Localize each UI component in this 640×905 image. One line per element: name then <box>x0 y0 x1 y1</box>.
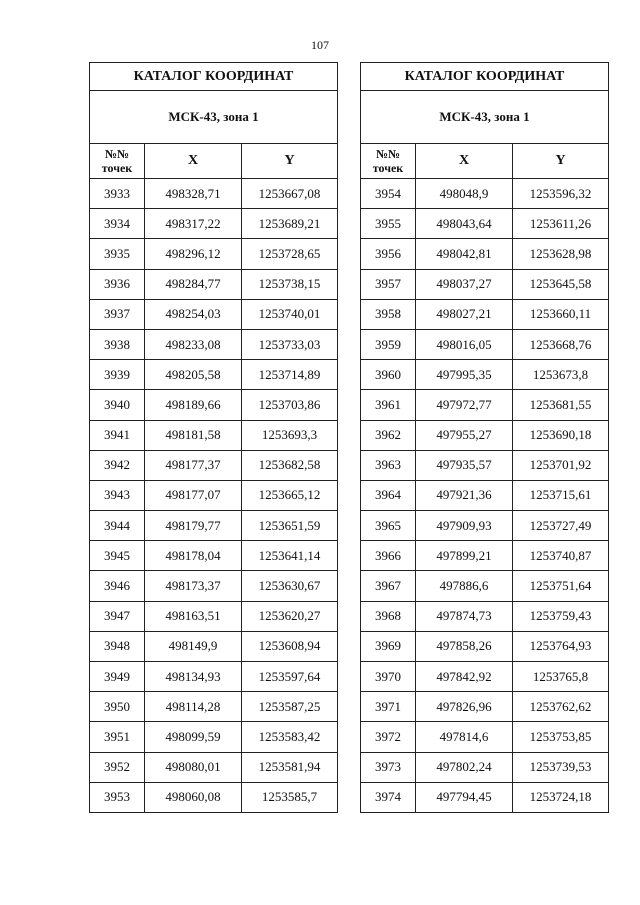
x-coordinate-cell: 497794,45 <box>416 782 513 812</box>
y-coordinate-cell: 1253673,8 <box>513 360 609 390</box>
table-row <box>90 631 338 661</box>
point-number-header-line1: №№ <box>375 147 401 161</box>
table-row <box>361 692 609 722</box>
x-coordinate-cell: 497858,26 <box>416 631 513 661</box>
table-row <box>361 541 609 571</box>
x-coordinate-cell: 497935,57 <box>416 450 513 480</box>
x-coordinate-cell: 498134,93 <box>145 662 242 692</box>
y-header: Y <box>513 144 609 179</box>
table-row <box>361 209 609 239</box>
table-row <box>90 360 338 390</box>
x-coordinate-cell: 498181,58 <box>145 420 242 450</box>
y-coordinate-cell: 1253693,3 <box>242 420 338 450</box>
table-row <box>90 179 338 209</box>
x-coordinate-cell: 498048,9 <box>416 179 513 209</box>
y-header: Y <box>242 144 338 179</box>
x-coordinate-cell: 498178,04 <box>145 541 242 571</box>
y-coordinate-cell: 1253620,27 <box>242 601 338 631</box>
x-coordinate-cell: 498037,27 <box>416 269 513 299</box>
x-coordinate-cell: 498177,07 <box>145 480 242 510</box>
table-row <box>361 782 609 812</box>
y-coordinate-cell: 1253597,64 <box>242 662 338 692</box>
x-coordinate-cell: 498296,12 <box>145 239 242 269</box>
y-coordinate-cell: 1253703,86 <box>242 390 338 420</box>
x-coordinate-cell: 497899,21 <box>416 541 513 571</box>
point-number-cell: 3946 <box>90 571 145 601</box>
point-number-cell: 3951 <box>90 722 145 752</box>
point-number-cell: 3966 <box>361 541 416 571</box>
x-coordinate-cell: 497955,27 <box>416 420 513 450</box>
coordinate-rows <box>90 179 338 813</box>
table-row <box>90 511 338 541</box>
table-row <box>90 269 338 299</box>
table-row <box>361 390 609 420</box>
point-number-cell: 3950 <box>90 692 145 722</box>
coordinate-system: МСК-43, зона 1 <box>90 91 338 144</box>
point-number-cell: 3952 <box>90 752 145 782</box>
point-number-cell: 3973 <box>361 752 416 782</box>
y-coordinate-cell: 1253739,53 <box>513 752 609 782</box>
y-coordinate-cell: 1253738,15 <box>242 269 338 299</box>
point-number-cell: 3954 <box>361 179 416 209</box>
table-row <box>90 450 338 480</box>
point-number-cell: 3948 <box>90 631 145 661</box>
point-number-cell: 3943 <box>90 480 145 510</box>
x-coordinate-cell: 497802,24 <box>416 752 513 782</box>
point-number-cell: 3960 <box>361 360 416 390</box>
table-row <box>361 269 609 299</box>
point-number-cell: 3971 <box>361 692 416 722</box>
y-coordinate-cell: 1253753,85 <box>513 722 609 752</box>
x-coordinate-cell: 497814,6 <box>416 722 513 752</box>
coordinate-rows <box>361 179 609 813</box>
table-row <box>361 329 609 359</box>
point-number-cell: 3967 <box>361 571 416 601</box>
point-number-cell: 3938 <box>90 329 145 359</box>
y-coordinate-cell: 1253681,55 <box>513 390 609 420</box>
table-row <box>90 571 338 601</box>
y-coordinate-cell: 1253740,01 <box>242 299 338 329</box>
y-coordinate-cell: 1253682,58 <box>242 450 338 480</box>
y-coordinate-cell: 1253651,59 <box>242 511 338 541</box>
table-row <box>361 752 609 782</box>
x-coordinate-cell: 498027,21 <box>416 299 513 329</box>
point-number-cell: 3962 <box>361 420 416 450</box>
x-coordinate-cell: 497972,77 <box>416 390 513 420</box>
y-coordinate-cell: 1253585,7 <box>242 782 338 812</box>
y-coordinate-cell: 1253660,11 <box>513 299 609 329</box>
point-number-cell: 3939 <box>90 360 145 390</box>
y-coordinate-cell: 1253668,76 <box>513 329 609 359</box>
y-coordinate-cell: 1253701,92 <box>513 450 609 480</box>
point-number-cell: 3963 <box>361 450 416 480</box>
table-row <box>90 662 338 692</box>
y-coordinate-cell: 1253690,18 <box>513 420 609 450</box>
point-number-cell: 3972 <box>361 722 416 752</box>
x-coordinate-cell: 498043,64 <box>416 209 513 239</box>
table-row <box>90 390 338 420</box>
y-coordinate-cell: 1253667,08 <box>242 179 338 209</box>
table-row <box>90 299 338 329</box>
point-number-cell: 3953 <box>90 782 145 812</box>
x-coordinate-cell: 497886,6 <box>416 571 513 601</box>
x-coordinate-cell: 497842,92 <box>416 662 513 692</box>
x-coordinate-cell: 497995,35 <box>416 360 513 390</box>
point-number-cell: 3944 <box>90 511 145 541</box>
table-row <box>90 480 338 510</box>
table-row <box>361 450 609 480</box>
table-row <box>90 722 338 752</box>
y-coordinate-cell: 1253596,32 <box>513 179 609 209</box>
point-number-cell: 3933 <box>90 179 145 209</box>
y-coordinate-cell: 1253759,43 <box>513 601 609 631</box>
point-number-cell: 3958 <box>361 299 416 329</box>
y-coordinate-cell: 1253641,14 <box>242 541 338 571</box>
point-number-cell: 3969 <box>361 631 416 661</box>
x-coordinate-cell: 498177,37 <box>145 450 242 480</box>
point-number-header <box>90 144 145 179</box>
point-number-cell: 3940 <box>90 390 145 420</box>
x-coordinate-cell: 498254,03 <box>145 299 242 329</box>
table-row <box>361 571 609 601</box>
y-coordinate-cell: 1253608,94 <box>242 631 338 661</box>
point-number-cell: 3935 <box>90 239 145 269</box>
catalog-title: КАТАЛОГ КООРДИНАТ <box>90 63 338 91</box>
y-coordinate-cell: 1253628,98 <box>513 239 609 269</box>
y-coordinate-cell: 1253764,93 <box>513 631 609 661</box>
table-row <box>90 692 338 722</box>
point-number-header-line1: №№ <box>104 147 130 161</box>
x-coordinate-cell: 497921,36 <box>416 480 513 510</box>
y-coordinate-cell: 1253583,42 <box>242 722 338 752</box>
point-number-cell: 3961 <box>361 390 416 420</box>
y-coordinate-cell: 1253714,89 <box>242 360 338 390</box>
table-row <box>361 662 609 692</box>
table-row <box>90 541 338 571</box>
x-coordinate-cell: 497874,73 <box>416 601 513 631</box>
x-coordinate-cell: 498163,51 <box>145 601 242 631</box>
x-coordinate-cell: 498205,58 <box>145 360 242 390</box>
y-coordinate-cell: 1253689,21 <box>242 209 338 239</box>
point-number-cell: 3934 <box>90 209 145 239</box>
x-coordinate-cell: 498173,37 <box>145 571 242 601</box>
table-row <box>90 752 338 782</box>
y-coordinate-cell: 1253611,26 <box>513 209 609 239</box>
y-coordinate-cell: 1253727,49 <box>513 511 609 541</box>
x-coordinate-cell: 498149,9 <box>145 631 242 661</box>
y-coordinate-cell: 1253645,58 <box>513 269 609 299</box>
x-coordinate-cell: 498042,81 <box>416 239 513 269</box>
point-number-cell: 3974 <box>361 782 416 812</box>
x-coordinate-cell: 498189,66 <box>145 390 242 420</box>
y-coordinate-cell: 1253724,18 <box>513 782 609 812</box>
x-coordinate-cell: 498284,77 <box>145 269 242 299</box>
point-number-cell: 3942 <box>90 450 145 480</box>
point-number-cell: 3965 <box>361 511 416 541</box>
point-number-header-line2: точек <box>372 161 404 175</box>
table-row <box>361 601 609 631</box>
y-coordinate-cell: 1253765,8 <box>513 662 609 692</box>
y-coordinate-cell: 1253630,67 <box>242 571 338 601</box>
table-row <box>361 179 609 209</box>
x-coordinate-cell: 498080,01 <box>145 752 242 782</box>
x-coordinate-cell: 498317,22 <box>145 209 242 239</box>
x-coordinate-cell: 497826,96 <box>416 692 513 722</box>
x-coordinate-cell: 497909,93 <box>416 511 513 541</box>
y-coordinate-cell: 1253587,25 <box>242 692 338 722</box>
table-row <box>90 209 338 239</box>
x-header: X <box>145 144 242 179</box>
point-number-cell: 3955 <box>361 209 416 239</box>
point-number-cell: 3968 <box>361 601 416 631</box>
point-number-cell: 3970 <box>361 662 416 692</box>
x-coordinate-cell: 498016,05 <box>416 329 513 359</box>
x-coordinate-cell: 498328,71 <box>145 179 242 209</box>
point-number-cell: 3949 <box>90 662 145 692</box>
point-number-cell: 3945 <box>90 541 145 571</box>
table-row <box>90 239 338 269</box>
table-row <box>361 722 609 752</box>
y-coordinate-cell: 1253740,87 <box>513 541 609 571</box>
table-row <box>361 239 609 269</box>
x-coordinate-cell: 498099,59 <box>145 722 242 752</box>
point-number-cell: 3964 <box>361 480 416 510</box>
table-row <box>361 480 609 510</box>
table-row <box>361 299 609 329</box>
point-number-header <box>361 144 416 179</box>
point-number-header-line2: точек <box>101 161 133 175</box>
table-row <box>361 360 609 390</box>
x-coordinate-cell: 498060,08 <box>145 782 242 812</box>
y-coordinate-cell: 1253751,64 <box>513 571 609 601</box>
y-coordinate-cell: 1253581,94 <box>242 752 338 782</box>
point-number-cell: 3959 <box>361 329 416 359</box>
point-number-cell: 3941 <box>90 420 145 450</box>
table-row <box>90 420 338 450</box>
table-row <box>361 511 609 541</box>
point-number-cell: 3936 <box>90 269 145 299</box>
coordinate-system: МСК-43, зона 1 <box>361 91 609 144</box>
point-number-cell: 3947 <box>90 601 145 631</box>
coordinate-catalog-left <box>89 62 338 813</box>
x-coordinate-cell: 498114,28 <box>145 692 242 722</box>
point-number-cell: 3957 <box>361 269 416 299</box>
coordinate-catalog-right <box>360 62 609 813</box>
table-row <box>90 601 338 631</box>
y-coordinate-cell: 1253728,65 <box>242 239 338 269</box>
catalog-title: КАТАЛОГ КООРДИНАТ <box>361 63 609 91</box>
table-row <box>90 329 338 359</box>
page-number: 107 <box>311 38 329 52</box>
table-row <box>361 420 609 450</box>
y-coordinate-cell: 1253715,61 <box>513 480 609 510</box>
table-row <box>361 631 609 661</box>
x-coordinate-cell: 498233,08 <box>145 329 242 359</box>
table-row <box>90 782 338 812</box>
y-coordinate-cell: 1253733,03 <box>242 329 338 359</box>
x-coordinate-cell: 498179,77 <box>145 511 242 541</box>
point-number-cell: 3956 <box>361 239 416 269</box>
y-coordinate-cell: 1253762,62 <box>513 692 609 722</box>
point-number-cell: 3937 <box>90 299 145 329</box>
x-header: X <box>416 144 513 179</box>
y-coordinate-cell: 1253665,12 <box>242 480 338 510</box>
